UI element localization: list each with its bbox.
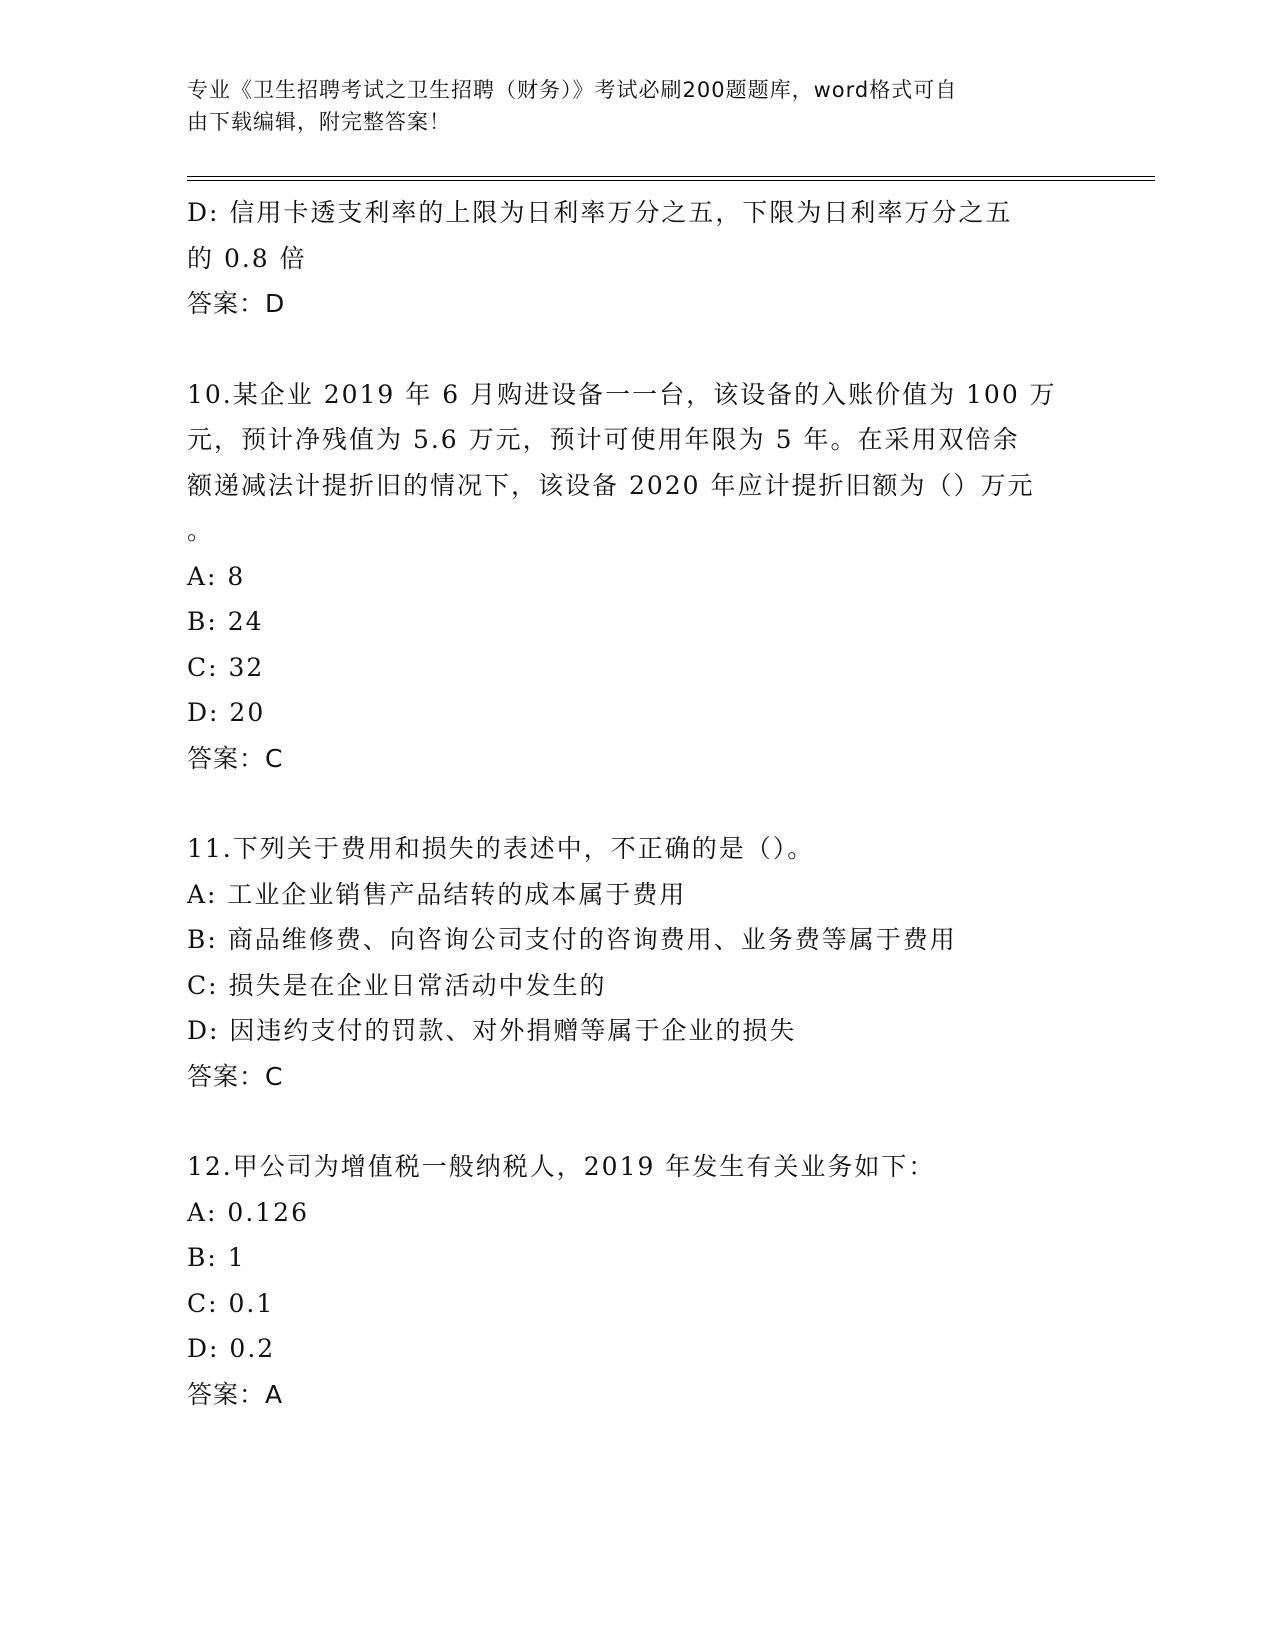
option-c: C: 0.1 — [187, 1288, 275, 1318]
question-10 — [187, 372, 1087, 782]
option-b: B: 商品维修费、向咨询公司支付的咨询费用、业务费等属于费用 — [187, 925, 957, 954]
document-body — [187, 190, 1087, 1417]
option-d-line-2: 的 0.8 倍 — [187, 243, 307, 273]
question-stem-line-3: 额递减法计提折旧的情况下，该设备 2020 年应计提折旧额为（）万元 — [187, 470, 1035, 500]
option-d: D: 20 — [187, 698, 266, 727]
header-line-1: 专业《卫生招聘考试之卫生招聘（财务）》考试必刷200题题库，word格式可自 — [187, 78, 958, 102]
spacer — [187, 327, 1087, 372]
question-stem-line-1: 10.某企业 2019 年 6 月购进设备一一台，该设备的入账价值为 100 万 — [187, 379, 1057, 409]
option-d-line-1: D: 信用卡透支利率的上限为日利率万分之五，下限为日利率万分之五 — [187, 198, 1013, 227]
option-a: A: 0.126 — [187, 1197, 309, 1227]
document-header — [187, 74, 1067, 138]
option-c: C: 32 — [187, 652, 265, 682]
header-line-2: 由下载编辑，附完整答案！ — [187, 110, 451, 134]
question-11 — [187, 826, 1087, 1099]
answer-line: 答案：D — [187, 289, 286, 318]
spacer — [187, 1099, 1087, 1144]
answer-line: 答案：C — [187, 743, 284, 773]
answer-line: 答案：A — [187, 1379, 284, 1409]
option-a: A: 8 — [187, 561, 246, 591]
question-12 — [187, 1144, 1087, 1417]
header-double-rule — [187, 176, 1155, 181]
answer-line: 答案：C — [187, 1061, 284, 1091]
question-9-tail — [187, 190, 1087, 327]
question-stem-line-4: 。 — [187, 516, 215, 545]
option-d: D: 因违约支付的罚款、对外捐赠等属于企业的损失 — [187, 1016, 797, 1045]
spacer — [187, 781, 1087, 826]
option-b: B: 1 — [187, 1243, 246, 1272]
option-c: C: 损失是在企业日常活动中发生的 — [187, 970, 607, 1000]
option-d: D: 0.2 — [187, 1334, 276, 1363]
option-b: B: 24 — [187, 607, 264, 636]
question-stem-line-2: 元，预计净残值为 5.6 万元，预计可使用年限为 5 年。在采用双倍余 — [187, 425, 1020, 454]
question-stem: 12.甲公司为增值税一般纳税人，2019 年发生有关业务如下： — [187, 1152, 936, 1181]
question-stem: 11.下列关于费用和损失的表述中，不正确的是（）。 — [187, 834, 815, 863]
option-a: A: 工业企业销售产品结转的成本属于费用 — [187, 879, 687, 909]
